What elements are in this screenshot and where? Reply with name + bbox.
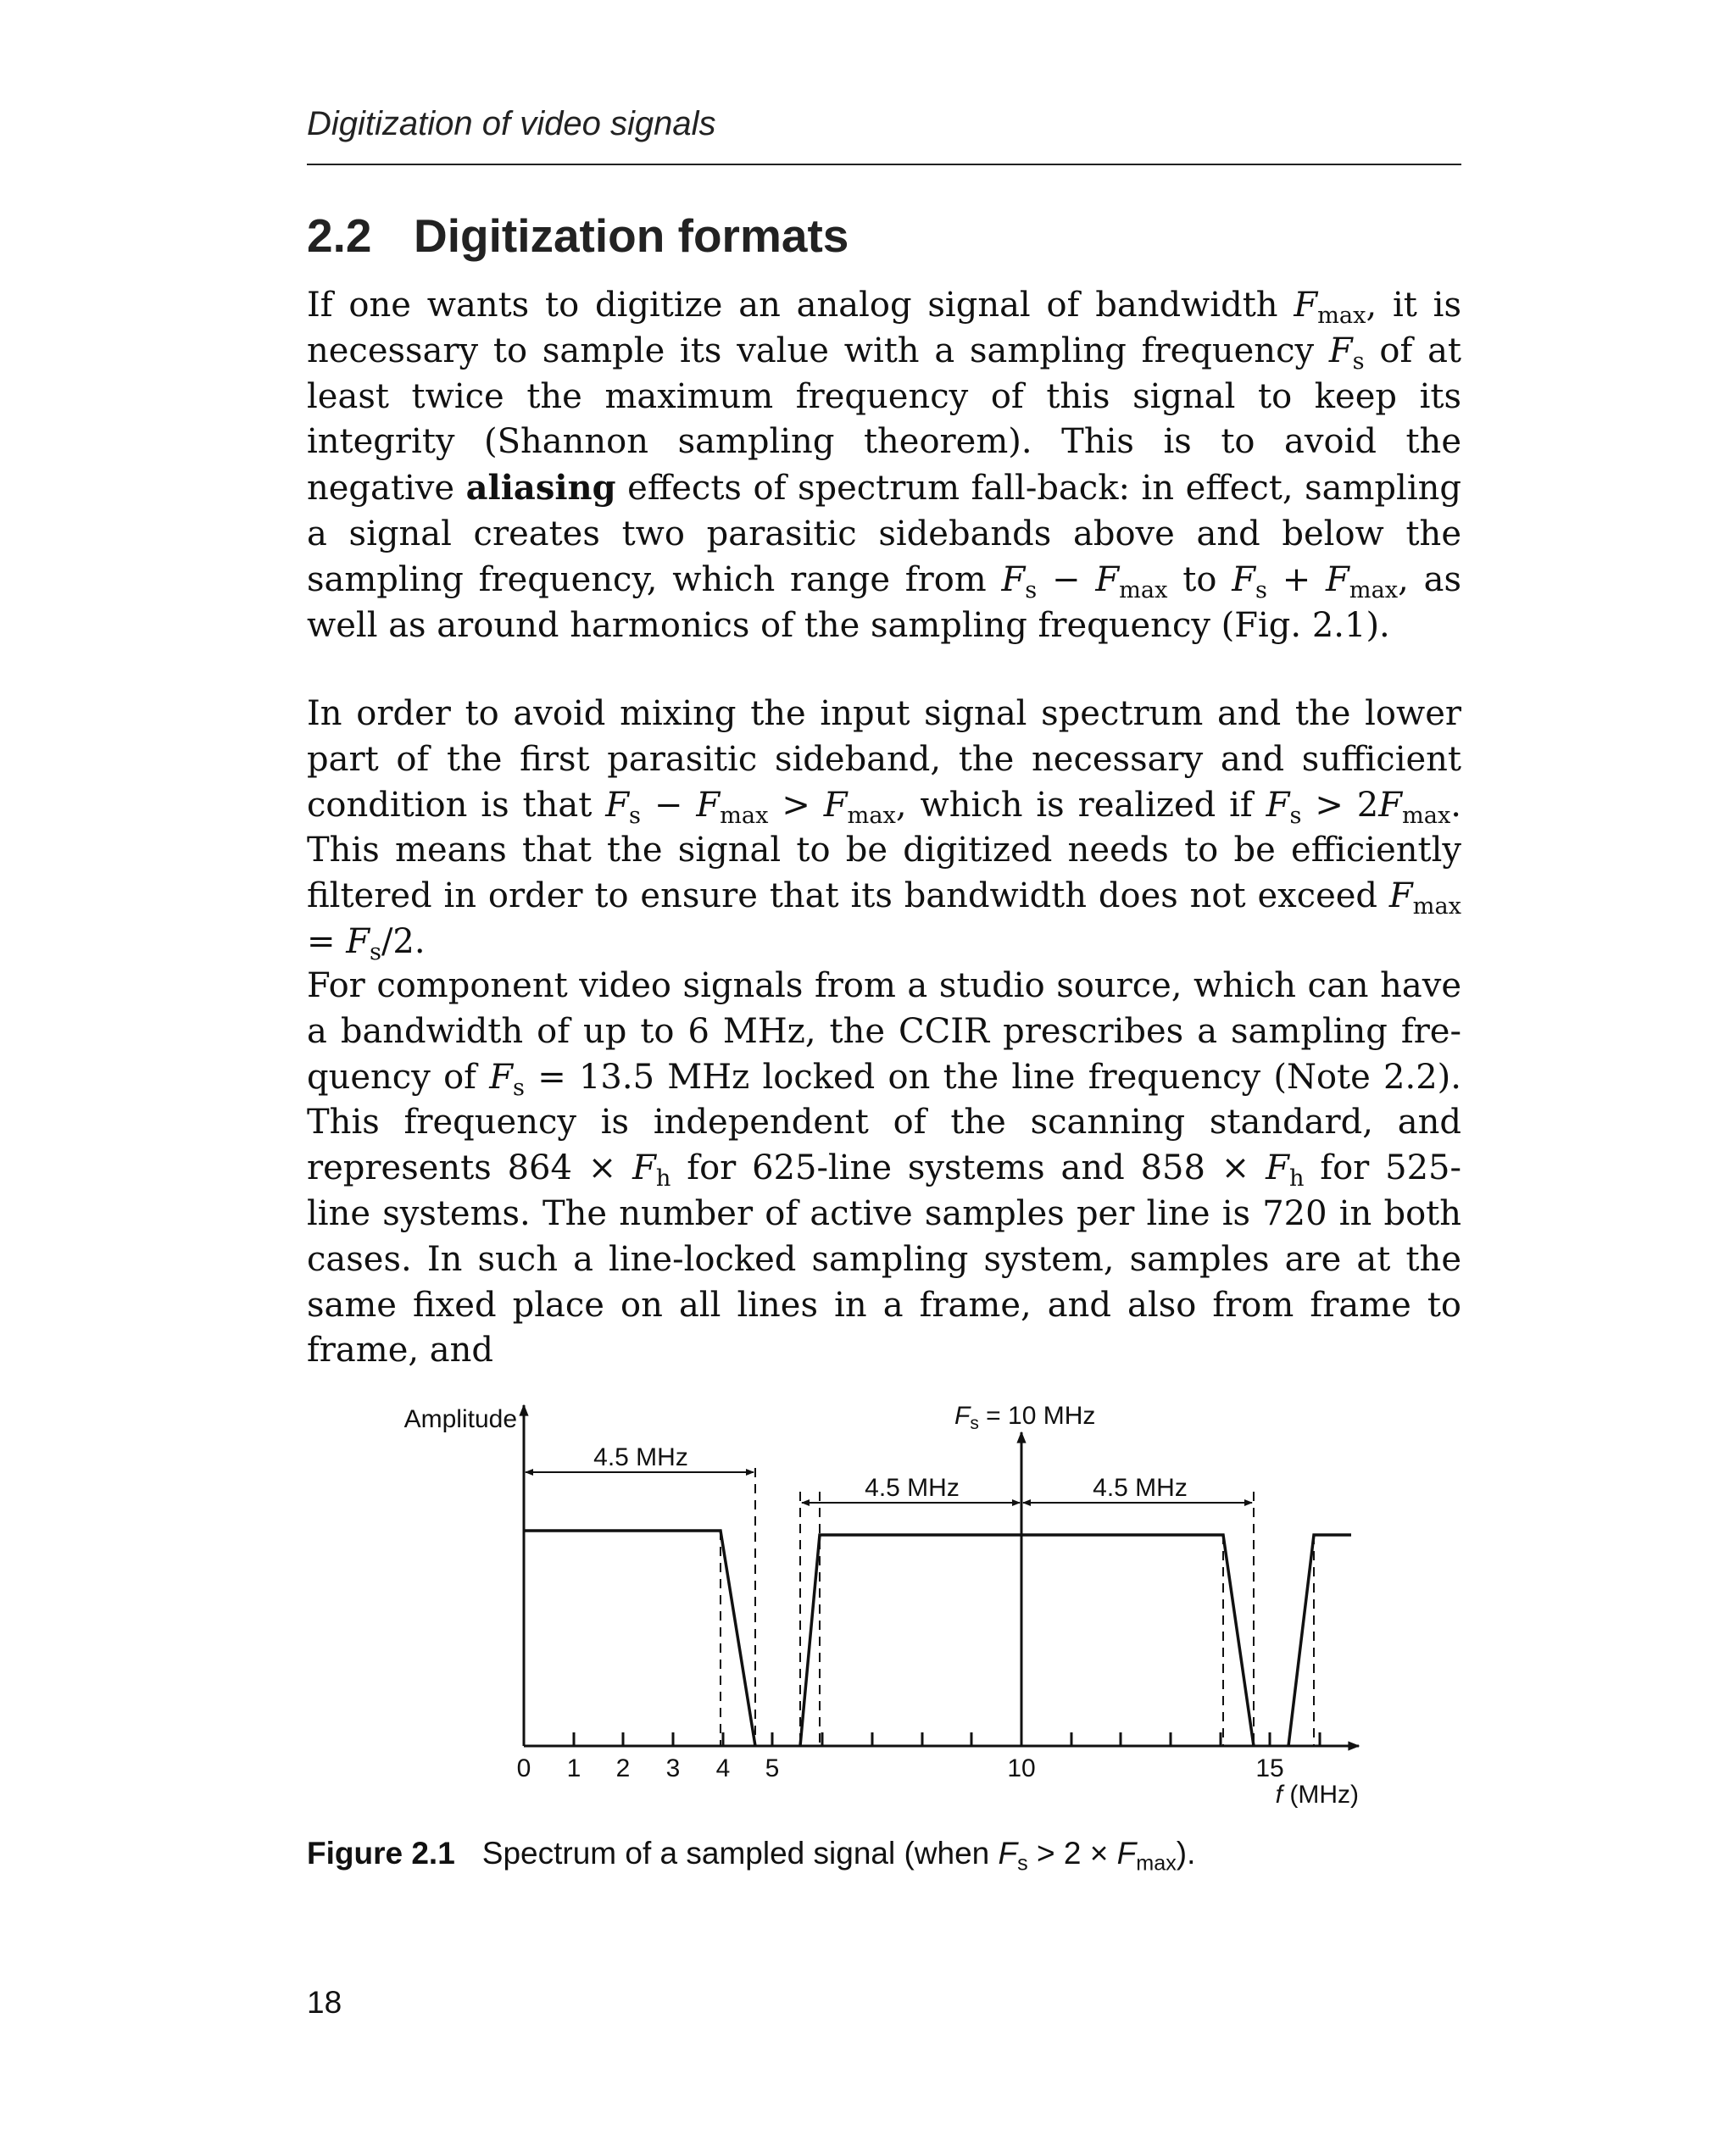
sideband-spectrum [800, 1535, 1254, 1746]
tick-label-2: 2 [615, 1754, 631, 1782]
tick-label-4: 4 [715, 1754, 731, 1782]
baseband-spectrum [524, 1531, 755, 1746]
figure-label: Figure 2.1 [307, 1836, 455, 1871]
running-head: Digitization of video signals [307, 105, 716, 142]
x-axis-ticks [574, 1732, 1320, 1746]
figure-caption: Figure 2.1 Spectrum of a sampled signal (when $F_s > 2 \times F_{max}$). [307, 1836, 1196, 1876]
tick-label-1: 1 [566, 1754, 581, 1782]
header-rule [307, 164, 1461, 165]
x-axis-label: f (MHz) [1275, 1781, 1359, 1809]
section-heading [307, 208, 849, 263]
paragraph-1: If one wants to digitize an analog signal of bandwidth $F_{max}$, it is necessary to sample its value with a sampling frequency $F_s$ of at least twice the maximum frequency of this signal to keep its integrity (Shannon sampling theorem). This is to avoid the negative aliasing effects of spectrum fall-back: in effect, sampling a signal creates two parasitic sidebands above and below the sampling frequency, which range from $F_s - F_{max}$ to $F_s + F_{max}$, as well as around harmonics of the sampling frequency (Fig. 2.1). [307, 286, 1462, 645]
tick-label-5: 5 [765, 1754, 780, 1782]
dim-label-lower-sideband: 4.5 MHz [865, 1474, 960, 1502]
dim-label-baseband: 4.5 MHz [593, 1443, 688, 1471]
page-number: 18 [307, 1985, 342, 2020]
y-axis-label: Amplitude [403, 1405, 517, 1433]
section-number: 2.2 [307, 209, 372, 262]
term-aliasing: aliasing [465, 468, 616, 509]
tick-label-15: 15 [1255, 1754, 1284, 1782]
x-tick-labels [517, 1754, 1284, 1782]
paragraph-3: For component video signals from a studio source, which can have a bandwidth of up to 6 MHz, the CCIR prescribes a sampling fre-quency of $F_s = 13.5$ MHz locked on the line frequency (Note 2.2). This frequency is independent of the scanning standard, and represents $864 \times F_h$ for 625-line systems and $858 \times F_h$ for 525-line systems. The number of active samples per line is 720 in both cases. In such a line-locked sampling system, samples are at the same fixed place on all lines in a frame, and also from frame to frame, and [307, 966, 1462, 1370]
dimension-arrows [526, 1472, 1252, 1503]
tick-label-0: 0 [516, 1754, 531, 1782]
dashed-limit-lines [721, 1468, 1314, 1746]
paragraph-2: In order to avoid mixing the input signal spectrum and the lower part of the first parasitic sideband, the necessary and sufficient condition is that $F_s - F_{max} > F_{max}$, which is realized if $F_s > 2F_{max}$. This means that the signal to be digitized needs to be efficiently filtered in order to ensure that its bandwidth does not exceed $F_{max} = F_s/2$. [307, 694, 1462, 966]
tick-label-10: 10 [1007, 1754, 1036, 1782]
dim-label-upper-sideband: 4.5 MHz [1093, 1474, 1188, 1502]
fs-label: $F_s = 10$ MHz [954, 1402, 1096, 1433]
harmonic-spectrum [1288, 1535, 1351, 1746]
tick-label-3: 3 [665, 1754, 681, 1782]
section-title: Digitization formats [414, 209, 849, 262]
